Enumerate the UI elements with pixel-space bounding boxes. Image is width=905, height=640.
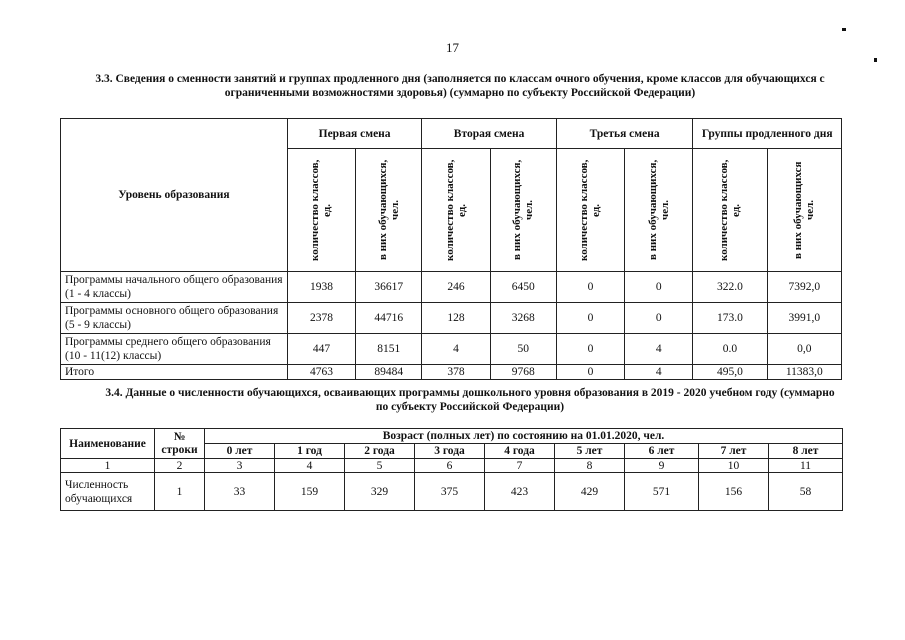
value-cell: 173.0	[693, 303, 767, 334]
value-cell: 0,0	[767, 334, 841, 365]
column-number: 7	[485, 459, 555, 473]
value-cell: 447	[287, 334, 355, 365]
level-label: Программы начального общего образования (1 - 4 классы)	[61, 272, 288, 303]
value-cell: 3991,0	[767, 303, 841, 334]
section-3-3-title: 3.3. Сведения о сменности занятий и группах продленного дня (заполняется по классам очного обучения, кроме классов для обучающихся с ограниченными возможностями здоровья) (суммарно по субъекту Российской Федерации)	[95, 73, 825, 99]
subheader-cell	[693, 149, 767, 272]
column-number: 1	[61, 459, 155, 473]
page-number: 17	[446, 40, 459, 55]
scan-mark	[874, 58, 877, 62]
column-number: 5	[345, 459, 415, 473]
value-cell: 7392,0	[767, 272, 841, 303]
age-column-header: 1 год	[275, 444, 345, 459]
group-header: Третья смена	[556, 119, 693, 149]
level-label: Программы среднего общего образования (10 - 11(12) классы)	[61, 334, 288, 365]
value-cell: 2378	[287, 303, 355, 334]
subheader: в них обучающихся, чел.	[376, 159, 401, 261]
subheader: количество классов, ед.	[443, 159, 468, 261]
subheader: в них обучающихся, чел.	[646, 159, 671, 261]
value-cell: 329	[345, 473, 415, 511]
age-column-header: 7 лет	[699, 444, 769, 459]
value-cell: 11383,0	[767, 365, 841, 380]
group-header: Первая смена	[287, 119, 422, 149]
value-cell: 44716	[356, 303, 422, 334]
subheader: количество классов, ед.	[578, 159, 603, 261]
subheader: в них обучающихся, чел.	[511, 159, 536, 261]
value-cell: 33	[205, 473, 275, 511]
value-cell: 4	[625, 334, 693, 365]
preschool-table	[60, 428, 843, 511]
value-cell: 246	[422, 272, 490, 303]
name-header: Наименование	[61, 429, 155, 459]
subheader: количество классов, ед.	[717, 159, 742, 261]
value-cell: 378	[422, 365, 490, 380]
value-cell: 571	[625, 473, 699, 511]
value-cell: 89484	[356, 365, 422, 380]
value-cell: 36617	[356, 272, 422, 303]
value-cell: 0	[625, 303, 693, 334]
shift-table	[60, 118, 842, 380]
column-number: 9	[625, 459, 699, 473]
value-cell: 4	[422, 334, 490, 365]
subheader: в них обучающихся чел.	[792, 161, 817, 259]
value-cell: 423	[485, 473, 555, 511]
value-cell: 1938	[287, 272, 355, 303]
column-number: 3	[205, 459, 275, 473]
subheader-cell	[625, 149, 693, 272]
value-cell: 495,0	[693, 365, 767, 380]
column-number: 8	[555, 459, 625, 473]
level-label: Программы основного общего образования (5 - 9 классы)	[61, 303, 288, 334]
value-cell: 9768	[490, 365, 556, 380]
table-row	[61, 272, 842, 303]
age-column-header: 0 лет	[205, 444, 275, 459]
age-column-header: 6 лет	[625, 444, 699, 459]
row-number-header: № строки	[155, 429, 205, 459]
scan-mark	[842, 28, 846, 31]
group-header: Вторая смена	[422, 119, 557, 149]
age-column-header: 3 года	[415, 444, 485, 459]
row-number: 1	[155, 473, 205, 511]
value-cell: 6450	[490, 272, 556, 303]
value-cell: 322.0	[693, 272, 767, 303]
value-cell: 0	[556, 272, 624, 303]
value-cell: 128	[422, 303, 490, 334]
age-column-header: 4 года	[485, 444, 555, 459]
value-cell: 0	[556, 365, 624, 380]
column-number: 11	[769, 459, 843, 473]
subheader-cell	[490, 149, 556, 272]
value-cell: 429	[555, 473, 625, 511]
value-cell: 156	[699, 473, 769, 511]
value-cell: 159	[275, 473, 345, 511]
value-cell: 0.0	[693, 334, 767, 365]
value-cell: 0	[556, 303, 624, 334]
value-cell: 4763	[287, 365, 355, 380]
subheader-cell	[422, 149, 490, 272]
value-cell: 375	[415, 473, 485, 511]
subheader-cell	[356, 149, 422, 272]
age-column-header: 2 года	[345, 444, 415, 459]
section-3-4-title: 3.4. Данные о численности обучающихся, осваивающих программы дошкольного уровня образования в 2019 - 2020 учебном году (суммарно по субъекту Российской Федерации)	[105, 387, 835, 413]
level-header: Уровень образования	[61, 119, 288, 272]
table-row	[61, 303, 842, 334]
value-cell: 3268	[490, 303, 556, 334]
column-number: 10	[699, 459, 769, 473]
table-row	[61, 334, 842, 365]
row-label: Численность обучающихся	[61, 473, 155, 511]
table-row	[61, 473, 843, 511]
subheader-cell	[767, 149, 841, 272]
age-column-header: 8 лет	[769, 444, 843, 459]
column-number: 6	[415, 459, 485, 473]
subheader-cell	[287, 149, 355, 272]
value-cell: 4	[625, 365, 693, 380]
value-cell: 0	[556, 334, 624, 365]
level-label: Итого	[61, 365, 288, 380]
value-cell: 0	[625, 272, 693, 303]
value-cell: 8151	[356, 334, 422, 365]
subheader-cell	[556, 149, 624, 272]
group-header: Группы продленного дня	[693, 119, 842, 149]
age-header: Возраст (полных лет) по состоянию на 01.01.2020, чел.	[205, 429, 843, 444]
column-number: 4	[275, 459, 345, 473]
column-number-row	[61, 459, 843, 473]
column-number: 2	[155, 459, 205, 473]
subheader: количество классов, ед.	[309, 159, 334, 261]
table-row-total	[61, 365, 842, 380]
value-cell: 58	[769, 473, 843, 511]
age-column-header: 5 лет	[555, 444, 625, 459]
value-cell: 50	[490, 334, 556, 365]
